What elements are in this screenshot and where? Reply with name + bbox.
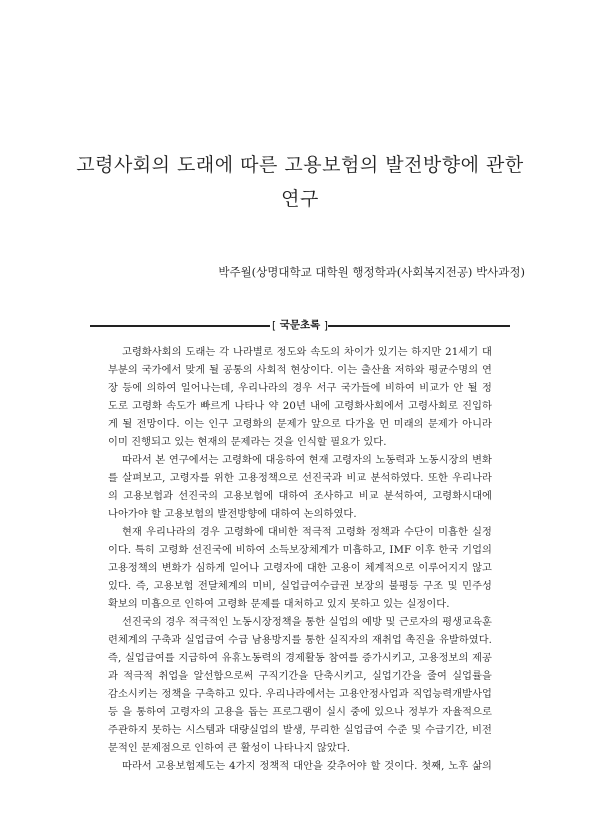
text-line: 도로 고령화 속도가 빠르게 나타나 약 20년 내에 고령화사회에서 고령사회로 진입하 [108,401,492,412]
text-line: 주관하지 못하는 시스템과 대량실업의 발생, 무리한 실업급여 수준 및 수급기간, 비전 [108,725,492,736]
text-line: 의 고용보험과 선진국의 고용보험에 대하여 조사하고 비교 분석하여, 고령화시대에 [108,491,492,502]
text-line: 선진국의 경우 적극적인 노동시장정책을 통한 실업의 예방 및 근로자의 평생교육훈 [122,617,492,628]
text-line: 즉, 실업급여를 지급하여 유휴노동력의 경제활동 참여를 증가시키고, 고용정보의 제공 [108,653,492,664]
text-line: 따라서 고용보험제도는 4가지 정책적 대안을 갖추어야 할 것이다. 첫째, 노후 삶의 [122,761,492,772]
text-line: 따라서 본 연구에서는 고령화에 대응하여 현재 고령자의 노동력과 노동시장의 변화 [122,455,492,466]
paper-title-line-2: 연구 [281,188,319,210]
abstract-rule-right [328,325,510,327]
text-line: 과 적극적 취업을 알선함으로써 구직기간을 단축시키고, 실업기간을 줄여 실업률을 [108,671,492,682]
text-line: 문적인 문제점으로 인하여 큰 활성이 나타나지 않았다. [108,743,351,754]
text-line: 를 살펴보고, 고령자를 위한 고용정책으로 선진국과 비교 분석하였다. 또한 우리나라 [108,473,492,484]
paragraph [108,614,492,758]
text-line: 나아가야 할 고용보험의 발전방향에 대하여 논의하였다. [108,509,357,520]
text-line: 장 등에 의하여 일어나는데, 우리나라의 경우 서구 국가들에 비하여 비교가 안 될 정 [108,383,492,394]
abstract-body [108,344,492,776]
text-line: 고용정책의 변화가 심하게 일어나 고령자에 대한 고용이 체계적으로 이루어지지 않고 [108,563,492,574]
paragraph [108,344,492,452]
paragraph [108,758,492,776]
paragraph [108,452,492,524]
abstract-label-text: 국문초록 [279,319,321,331]
text-line: 이다. 특히 고령화 선진국에 비하여 소득보장체계가 미흡하고, IMF 이후 한국 기업의 [108,545,492,556]
text-line: 련체계의 구축과 실업급여 수급 남용방지를 통한 실직자의 재취업 촉진을 유발하였다. [108,635,492,646]
paper-title-line-1: 고령사회의 도래에 따른 고용보험의 발전방향에 관한 [76,154,524,176]
text-line: 게 될 전망이다. 이는 인구 고령화의 문제가 앞으로 다가올 먼 미래의 문제가 아니라 [108,419,492,430]
text-line: 부분의 국가에서 맞게 될 공통의 사회적 현상이다. 이는 출산율 저하와 평균수명의 연 [108,365,492,376]
abstract-header [90,318,510,332]
author-affiliation: 박주월(상명대학교 대학원 행정학과(사회복지전공) 박사과정) [218,265,525,279]
abstract-label: [ 국문초록 ] [272,319,328,332]
paragraph [108,524,492,614]
abstract-rule-left [90,325,270,327]
text-line: 고령화사회의 도래는 각 나라별로 정도와 속도의 차이가 있기는 하지만 21세기 대 [122,347,492,358]
text-line: 감소시키는 정책을 구축하고 있다. 우리나라에서는 고용안정사업과 직업능력개발사업 [108,689,492,700]
text-line: 등 을 통하여 고령자의 고용을 돕는 프로그램이 실시 중에 있으나 정부가 자율적으로 [108,707,492,718]
text-line: 이미 진행되고 있는 현재의 문제라는 것을 인식할 필요가 있다. [108,437,387,448]
text-line: 확보의 미흡으로 인하여 고령화 문제를 대처하고 있지 못하고 있는 실정이다. [108,599,450,610]
text-line: 있다. 즉, 고용보험 전달체계의 미비, 실업급여수급권 보장의 불평등 구조 및 민주성 [108,581,492,592]
text-line: 현재 우리나라의 경우 고령화에 대비한 적극적 고령화 정책과 수단이 미흡한 실정 [122,527,492,538]
